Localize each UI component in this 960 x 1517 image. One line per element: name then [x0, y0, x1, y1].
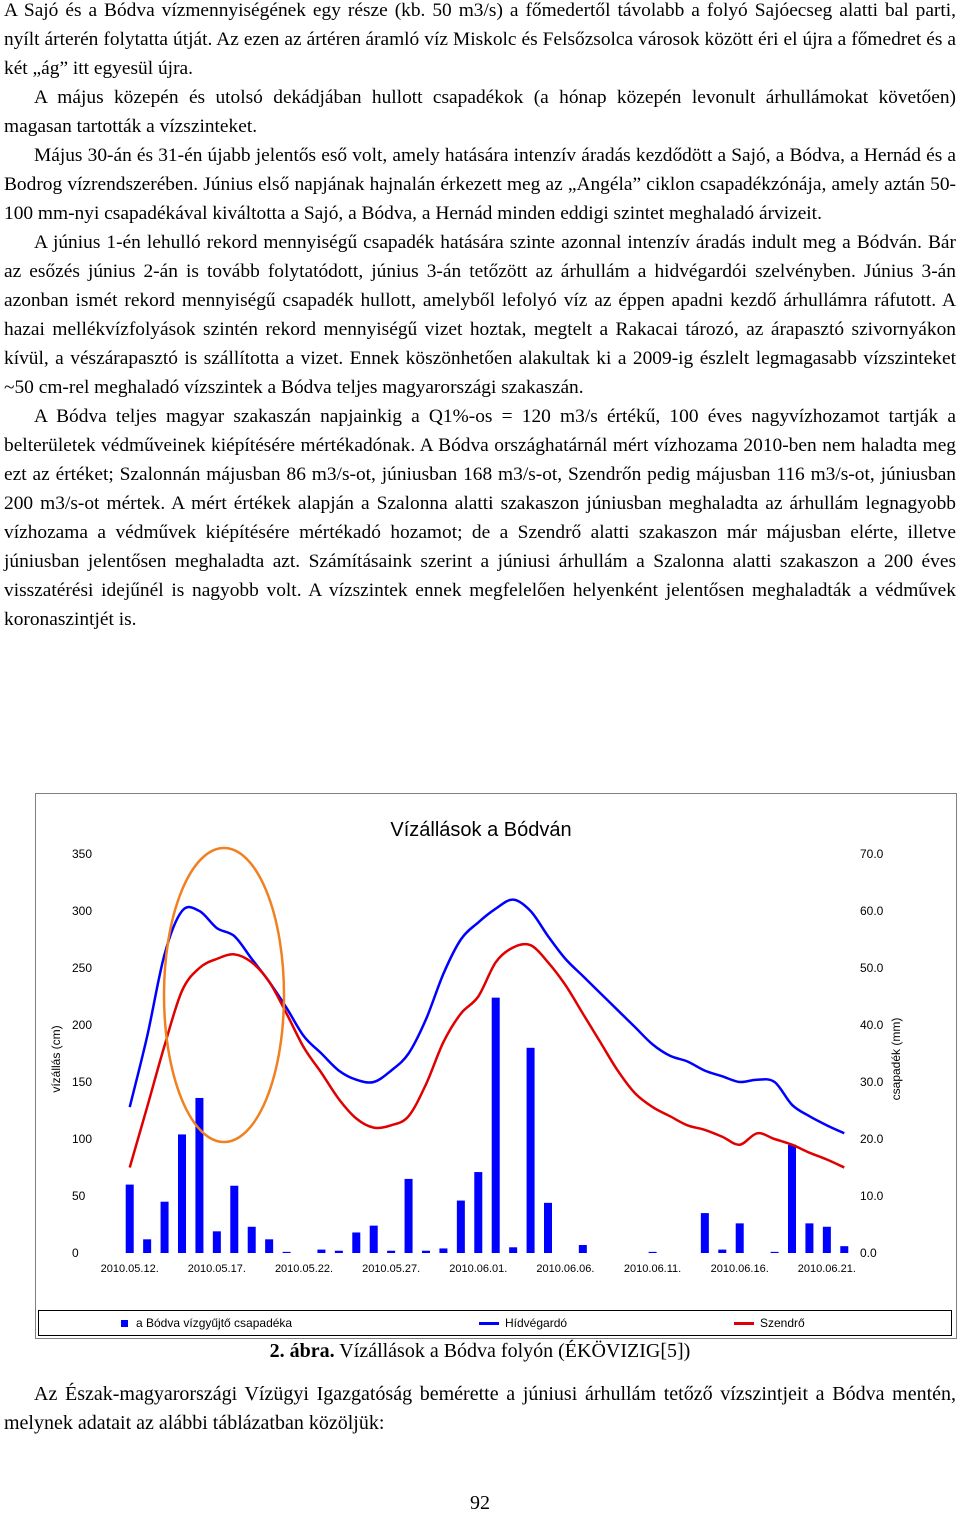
y-tick-right: 50.0	[860, 961, 884, 975]
precip-bar	[405, 1179, 413, 1253]
y-tick-right: 20.0	[860, 1132, 884, 1146]
precipitation-bars	[126, 998, 849, 1253]
precip-bar	[143, 1239, 151, 1253]
y-axis-right-label: csapadék (mm)	[889, 1017, 903, 1101]
precip-bar	[352, 1232, 360, 1253]
y-tick-left: 0	[72, 1246, 79, 1260]
series-line-szendro	[130, 944, 845, 1167]
legend-line-swatch-red	[734, 1322, 754, 1325]
x-tick-label: 2010.06.06.	[536, 1263, 595, 1275]
legend-bar-swatch	[121, 1320, 128, 1327]
y-tick-right: 40.0	[860, 1018, 884, 1032]
x-tick-label: 2010.05.12.	[100, 1263, 159, 1275]
precip-bar	[492, 998, 500, 1253]
precip-bar	[161, 1202, 169, 1253]
precip-bar	[736, 1223, 744, 1253]
precip-bar	[195, 1098, 203, 1253]
precip-bar	[230, 1186, 238, 1253]
paragraph-6: Az Észak-magyarországi Vízügyi Igazgatóság bemérette a júniusi árhullám tetőző vízszintjeit a Bódva mentén, melynek adatait az alábbi táblázatban közöljük:	[4, 1383, 956, 1434]
y-tick-right: 60.0	[860, 904, 884, 918]
paragraph-1: A Sajó és a Bódva vízmennyiségének egy része (kb. 50 m3/s) a főmedertől távolabb a folyó Sajóecseg alatti bal parti, nyílt árterén folytatta útját. Az ezen az ártéren áramló víz Miskolc és Felsőzsolca városok között éri el újra a főmedret és a két „ág” itt egyesül újra.	[4, 0, 956, 79]
y-axis-left-ticks	[72, 847, 92, 1260]
y-tick-left: 100	[72, 1132, 93, 1146]
chart-legend	[38, 1310, 952, 1336]
legend-label-szendro: Szendrő	[760, 1316, 805, 1330]
x-tick-label: 2010.05.27.	[362, 1263, 421, 1275]
precip-bar	[840, 1246, 848, 1253]
x-tick-label: 2010.06.01.	[449, 1263, 508, 1275]
y-tick-left: 300	[72, 904, 93, 918]
precip-bar	[509, 1247, 517, 1253]
y-tick-left: 350	[72, 847, 93, 861]
precip-bar	[370, 1226, 378, 1253]
precip-bar	[649, 1252, 657, 1253]
legend-item-szendro	[734, 1316, 805, 1330]
series-line-hidvegardo	[130, 900, 845, 1134]
precip-bar	[439, 1248, 447, 1253]
page-number: 92	[470, 1492, 490, 1514]
y-tick-left: 200	[72, 1018, 93, 1032]
precip-bar	[805, 1223, 813, 1253]
caption-text: Vízállások a Bódva folyón (ÉKÖVIZIG[5])	[334, 1340, 691, 1362]
y-tick-right: 10.0	[860, 1189, 884, 1203]
paragraph-2: A május közepén és utolsó dekádjában hullott csapadékok (a hónap közepén levonult árhullámokat követően) magasan tartották a vízszinteket.	[4, 87, 956, 137]
precip-bar	[701, 1213, 709, 1253]
paragraph-3: Május 30-án és 31-én újabb jelentős eső volt, amely hatására intenzív áradás kezdődött a Sajó, a Bódva, a Hernád és a Bodrog vízrendszerében. Június első napjának hajnalán érkezett meg az „Angéla” ciklon csapadékzónája, amely aztán 50-100 mm-nyi csapadékával kiváltotta a Sajó, a Bódva, a Hernád minden eddigi szintet meghaladó árvizeit.	[4, 145, 956, 224]
precip-bar	[387, 1251, 395, 1253]
y-tick-left: 50	[72, 1189, 86, 1203]
figure-caption	[0, 1340, 960, 1363]
closing-text	[4, 1380, 956, 1438]
y-axis-right-ticks	[860, 847, 884, 1260]
caption-label: 2. ábra.	[269, 1340, 335, 1362]
paragraph-4: A június 1-én lehulló rekord mennyiségű csapadék hatására szinte azonnal intenzív áradás indult meg a Bódván. Bár az esőzés június 2-án is tovább folytatódott, június 3-án tetőzött az árhullám a hidvégardói szelvényben. Június 3-án azonban ismét rekord mennyiségű csapadék hullott, amelyből lefolyó víz az éppen apadni kezdő árhullámra ráfutott. A hazai mellékvízfolyások szintén rekord mennyiségű vizet hoztak, megtelt a Rakacai tározó, az árapasztó szivornyákon kívül, a vészárapasztó is szállította a vizet. Ennek köszönhetően alakultak ki a 2009-ig észlelt legmagasabb vízszinteket ~50 cm-rel meghaladó vízszintek a Bódva teljes magyarországi szakaszán.	[4, 232, 956, 398]
y-tick-right: 0.0	[860, 1246, 877, 1260]
water-level-lines	[130, 900, 845, 1168]
legend-line-swatch-blue	[479, 1322, 499, 1325]
precip-bar	[265, 1239, 273, 1253]
precip-bar	[579, 1245, 587, 1253]
precip-bar	[213, 1231, 221, 1253]
body-text	[4, 0, 956, 634]
precip-bar	[422, 1251, 430, 1253]
precip-bar	[317, 1250, 325, 1253]
precip-bar	[474, 1172, 482, 1253]
precip-bar	[283, 1252, 291, 1253]
precip-bar	[771, 1252, 779, 1253]
legend-label-precipitation: a Bódva vízgyűjtő csapadéka	[136, 1316, 293, 1330]
chart-title: Vízállások a Bódván	[390, 819, 572, 841]
legend-item-hidvegardo	[479, 1316, 567, 1330]
y-tick-right: 70.0	[860, 847, 884, 861]
x-tick-label: 2010.05.22.	[274, 1263, 334, 1275]
precip-bar	[544, 1203, 552, 1253]
x-tick-label: 2010.06.16.	[710, 1263, 769, 1275]
x-tick-label: 2010.06.21.	[797, 1263, 856, 1275]
highlight-ellipse	[164, 848, 284, 1142]
water-level-chart	[36, 794, 956, 1338]
precip-bar	[457, 1201, 465, 1253]
x-tick-label: 2010.06.11.	[623, 1263, 682, 1275]
x-tick-label: 2010.05.17.	[187, 1263, 246, 1275]
precip-bar	[823, 1227, 831, 1253]
chart-frame	[35, 793, 957, 1339]
precip-bar	[178, 1134, 186, 1253]
y-axis-left-label: vízállás (cm)	[49, 1025, 63, 1093]
precip-bar	[335, 1251, 343, 1253]
y-tick-right: 30.0	[860, 1075, 884, 1089]
precip-bar	[718, 1250, 726, 1253]
precip-bar	[126, 1185, 134, 1253]
precip-bar	[248, 1227, 256, 1253]
paragraph-5: A Bódva teljes magyar szakaszán napjainkig a Q1%-os = 120 m3/s értékű, 100 éves nagyvízhozamot tartják a belterületek védműveinek kiépítésére mértékadónak. A Bódva országhatárnál mért vízhozama 2010-ben nem haladta meg ezt az értéket; Szalonnán májusban 86 m3/s-ot, júniusban 168 m3/s-ot, Szendrőn pedig májusban 116 m3/s-ot, júniusban 200 m3/s-ot mértek. A mért értékek alapján a Szalonna alatti szakaszon júniusban meghaladta az árhullám legnagyobb vízhozama a védművek kiépítésére mértékadó hozamot; de a Szendrő alatti szakaszon már májusban elérte, illetve júniusban jelentősen meghaladta azt. Számításaink szerint a júniusi árhullám a Szalonna alatti szakaszon a 200 éves visszatérési idejűnél is nagyobb volt. A vízszintek ennek megfelelően helyenként jelentősen meghaladták a védművek koronaszintjét is.	[4, 406, 956, 630]
y-tick-left: 150	[72, 1075, 93, 1089]
precip-bar	[527, 1048, 535, 1253]
precip-bar	[788, 1145, 796, 1253]
legend-label-hidvegardo: Hídvégardó	[505, 1316, 568, 1330]
y-tick-left: 250	[72, 961, 93, 975]
legend-item-precipitation	[121, 1316, 292, 1330]
x-axis-ticks	[101, 1263, 856, 1275]
